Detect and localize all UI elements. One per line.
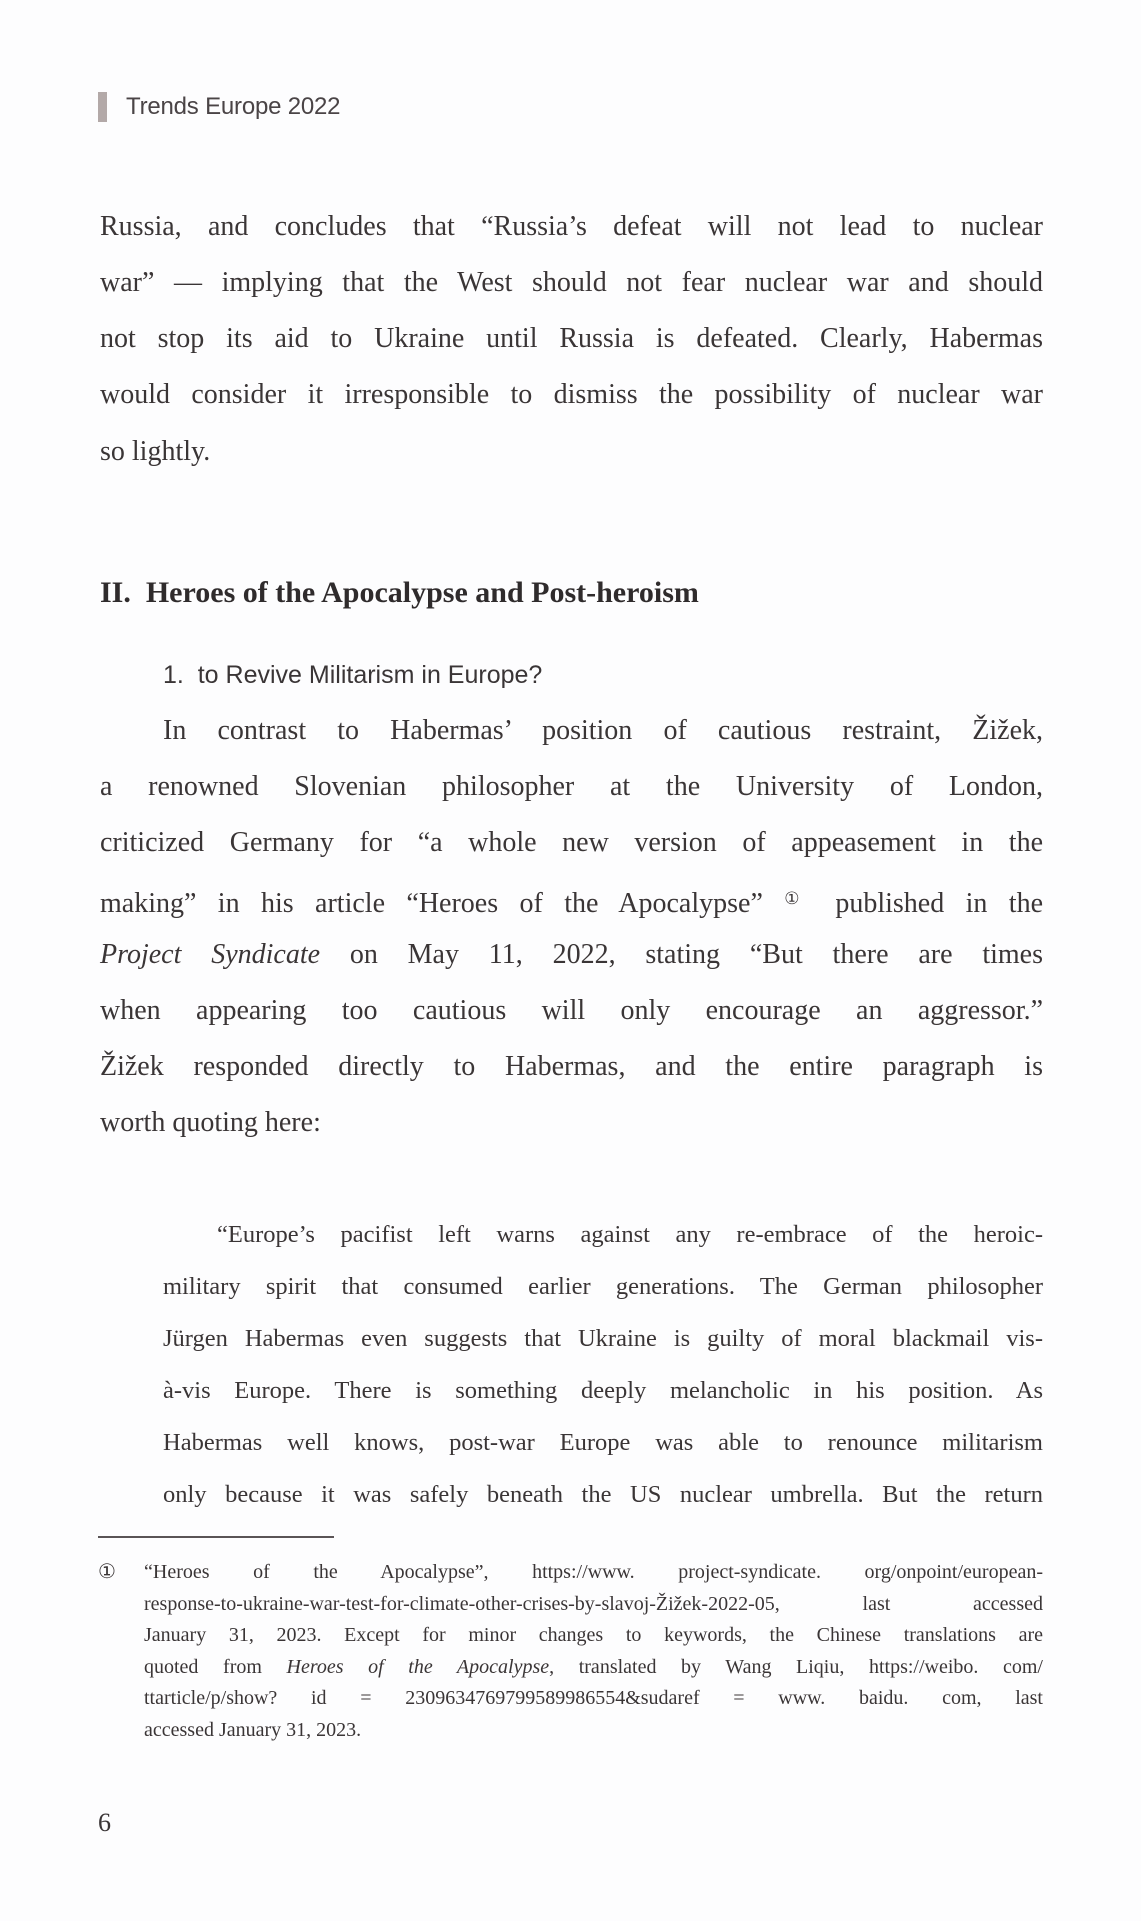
quote-line: only because it was safely beneath the US nuclear umbrella. But the return [163,1481,1043,1508]
text-line: so lightly. [100,436,211,467]
footnote-reference[interactable]: ① [784,889,814,908]
text-line: a renowned Slovenian philosopher at the University of London, [100,771,1043,802]
footnote-divider [98,1536,334,1538]
text-line: war” — implying that the West should not fear nuclear war and should [100,267,1043,298]
footnote-line[interactable]: response-to-ukraine-war-test-for-climate-other-crises-by-slavoj-Žižek-2022-05, last accessed [144,1593,1043,1615]
quote-line: à-vis Europe. There is something deeply melancholic in his position. As [163,1377,1043,1404]
text-fragment: , translated by Wang Liqiu, https://weibo. com/ [549,1656,1043,1678]
header-accent-bar [98,92,107,122]
footnote-line[interactable] [144,1653,1043,1681]
text-line [100,879,1043,919]
running-header-title: Trends Europe 2022 [126,93,341,120]
text-fragment: making” in his article “Heroes of the Apocalypse” [100,888,785,919]
footnote-line[interactable]: ttarticle/p/show? id = 2309634769799589986554&sudaref = www. baidu. com, last [144,1687,1043,1709]
quote-line: Jürgen Habermas even suggests that Ukraine is guilty of moral blackmail vis- [163,1325,1043,1352]
text-line: not stop its aid to Ukraine until Russia is defeated. Clearly, Habermas [100,323,1043,354]
work-title: Heroes of the Apocalypse [286,1656,550,1678]
text-line: worth quoting here: [100,1107,321,1138]
footnote-marker: ① [98,1561,116,1583]
section-heading: II. Heroes of the Apocalypse and Post-heroism [100,576,699,609]
text-line [100,935,1043,975]
text-fragment: published in the [813,888,1043,919]
text-line: Russia, and concludes that “Russia’s defeat will not lead to nuclear [100,211,1043,242]
publication-title: Project Syndicate [100,939,321,970]
text-line: would consider it irresponsible to dismiss the possibility of nuclear war [100,379,1043,410]
footnote-line: January 31, 2023. Except for minor changes to keywords, the Chinese translations are [144,1624,1043,1646]
page-number: 6 [98,1808,111,1837]
text-line: criticized Germany for “a whole new version of appeasement in the [100,827,1043,858]
footnote-line[interactable]: “Heroes of the Apocalypse”, https://www. project-syndicate. org/onpoint/european- [144,1561,1043,1583]
footnote-line: accessed January 31, 2023. [144,1719,362,1741]
text-line: In contrast to Habermas’ position of cautious restraint, Žižek, [163,715,1043,746]
text-fragment: on May 11, 2022, stating “But there are times [320,939,1043,970]
quote-line: “Europe’s pacifist left warns against any re-embrace of the heroic- [217,1221,1043,1248]
subsection-heading: 1. to Revive Militarism in Europe? [163,661,543,689]
text-line: Žižek responded directly to Habermas, and the entire paragraph is [100,1051,1043,1082]
text-fragment: quoted from [144,1656,287,1678]
quote-line: Habermas well knows, post-war Europe was able to renounce militarism [163,1429,1043,1456]
text-line: when appearing too cautious will only encourage an aggressor.” [100,995,1043,1026]
quote-line: military spirit that consumed earlier generations. The German philosopher [163,1273,1043,1300]
